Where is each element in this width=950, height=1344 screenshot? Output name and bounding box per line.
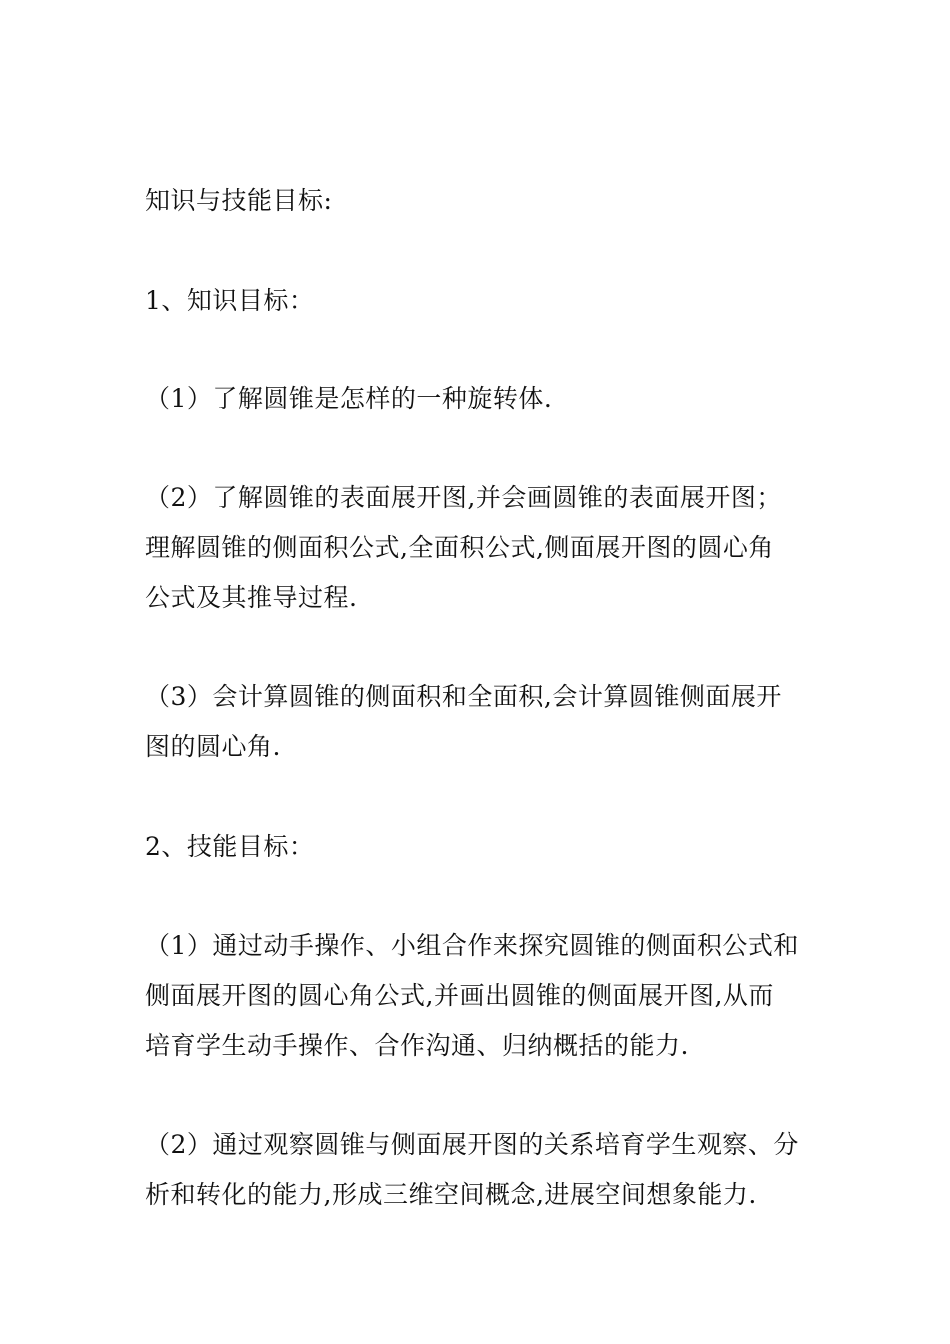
- skill-item-2-line-2: 析和转化的能力,形成三维空间概念,进展空间想象能力.: [145, 1180, 757, 1209]
- knowledge-item-2-line-1: （2）了解圆锥的表面展开图,并会画圆锥的表面展开图；: [145, 483, 782, 512]
- skill-item-1-line-1: （1）通过动手操作、小组合作来探究圆锥的侧面积公式和: [145, 931, 799, 960]
- skill-item-2-line-1: （2）通过观察圆锥与侧面展开图的关系培育学生观察、分: [145, 1130, 799, 1159]
- knowledge-item-3-line-2: 图的圆心角.: [145, 732, 281, 761]
- knowledge-item-3-line-1: （3）会计算圆锥的侧面积和全面积,会计算圆锥侧面展开: [145, 682, 782, 711]
- knowledge-item-1: （1）了解圆锥是怎样的一种旋转体.: [145, 384, 553, 413]
- skill-item-1-line-3: 培育学生动手操作、合作沟通、归纳概括的能力.: [145, 1031, 689, 1060]
- knowledge-item-2-line-2: 理解圆锥的侧面积公式,全面积公式,侧面展开图的圆心角: [145, 533, 774, 562]
- skill-item-1-line-2: 侧面展开图的圆心角公式,并画出圆锥的侧面展开图,从而: [145, 981, 774, 1010]
- document-heading: 知识与技能目标:: [145, 186, 333, 215]
- section-knowledge-title: 1、知识目标：: [145, 286, 315, 315]
- knowledge-item-2-line-3: 公式及其推导过程.: [145, 583, 358, 612]
- section-skill-title: 2、技能目标：: [145, 832, 315, 861]
